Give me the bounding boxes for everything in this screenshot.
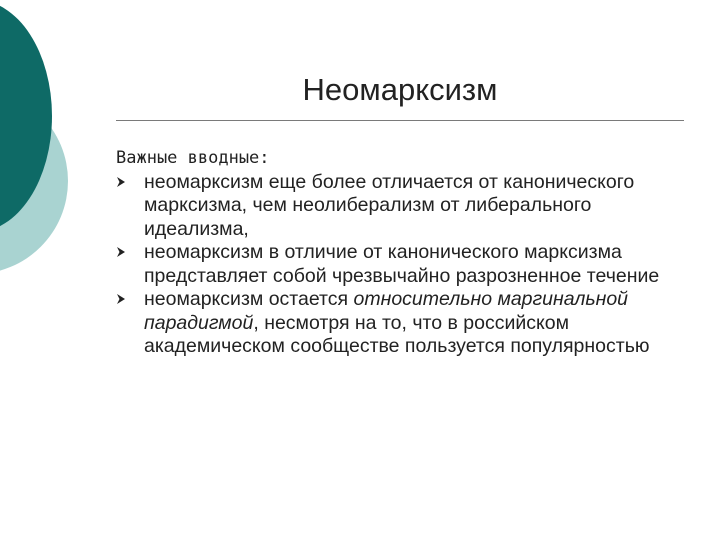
- list-item: [116, 171, 684, 242]
- title-divider: [116, 120, 684, 121]
- list-item: [116, 241, 684, 288]
- bullet-text-after: , несмотря на то, что в российском академическом сообществе пользуется популярностью: [144, 311, 650, 357]
- slide-title: Неомарксизм: [302, 72, 498, 107]
- slide-body: [116, 147, 684, 359]
- bullet-text: неомарксизм еще более отличается от канонического марксизма, чем неолиберализм от либерального идеализма,: [144, 170, 635, 240]
- arrowhead-bullet-icon: [116, 294, 126, 304]
- arrowhead-bullet-icon: [116, 177, 126, 187]
- bullet-text: неомарксизм в отличие от канонического марксизма представляет собой чрезвычайно разрозненное течение: [144, 241, 660, 287]
- bullet-text-italic: относительно маргинальной парадигмой: [144, 288, 629, 334]
- bullet-text-before: неомарксизм остается: [144, 288, 354, 310]
- arrowhead-bullet-icon: [116, 247, 126, 257]
- intro-line: Важные вводные:: [116, 148, 270, 168]
- bullet-list: [116, 171, 684, 359]
- list-item: [116, 288, 684, 359]
